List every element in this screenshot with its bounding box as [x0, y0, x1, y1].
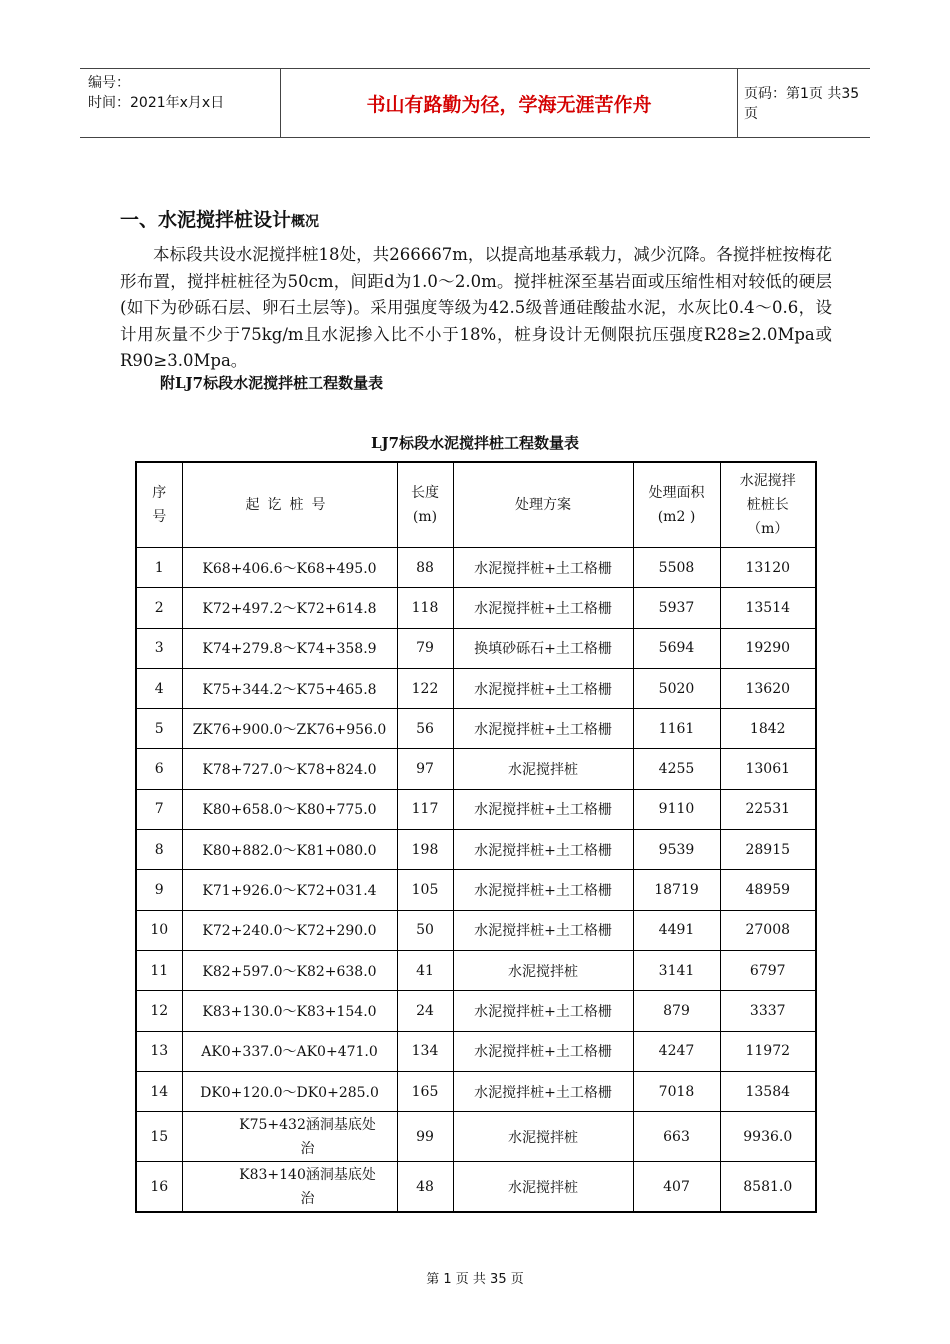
table-row: [136, 1031, 816, 1071]
cell-pile-length: 22531: [720, 789, 816, 829]
cell-station: K80+882.0～K81+080.0: [182, 830, 397, 870]
cell-scheme: 水泥搅拌桩+土工格栅: [453, 789, 633, 829]
cell-seq: 10: [136, 910, 182, 950]
cell-area: 5694: [633, 628, 720, 668]
cell-length: 118: [397, 588, 453, 628]
cell-area: 18719: [633, 870, 720, 910]
cell-pile-length: 3337: [720, 991, 816, 1031]
cell-length: 122: [397, 668, 453, 708]
cell-station: K71+926.0～K72+031.4: [182, 870, 397, 910]
section-heading: [120, 205, 319, 232]
table-row: [136, 1071, 816, 1111]
cell-station: K72+497.2～K72+614.8: [182, 588, 397, 628]
page-footer: 第 1 页 共 35 页: [426, 1272, 524, 1287]
cell-area: 663: [633, 1112, 720, 1162]
cell-station: DK0+120.0～DK0+285.0: [182, 1071, 397, 1111]
cell-station: ZK76+900.0～ZK76+956.0: [182, 709, 397, 749]
cell-seq: 15: [136, 1112, 182, 1162]
cell-area: 3141: [633, 950, 720, 990]
table-row: [136, 1112, 816, 1162]
cell-seq: 8: [136, 830, 182, 870]
cell-pile-length: 9936.0: [720, 1112, 816, 1162]
cell-station: AK0+337.0～AK0+471.0: [182, 1031, 397, 1071]
cell-area: 9539: [633, 830, 720, 870]
col-area-header: 处理面积 (m2 ): [633, 462, 720, 548]
cell-station: K78+727.0～K78+824.0: [182, 749, 397, 789]
section-paragraph: 本标段共设水泥搅拌桩18处，共266667m，以提高地基承载力，减少沉降。各搅拌桩按梅花形布置，搅拌桩桩径为50cm，间距d为1.0～2.0m。搅拌桩深至基岩面或压缩性相对较低的硬层(如下为砂砾石层、卵石土层等)。采用强度等级为42.5级普通硅酸盐水泥，水灰比0.4～0.6，设计用灰量不少于75kg/m且水泥掺入比不小于18%，桩身设计无侧限抗压强度R28≥2.0Mpa或R90≥3.0Mpa。: [120, 245, 832, 370]
cell-area: 4491: [633, 910, 720, 950]
cell-pile-length: 13514: [720, 588, 816, 628]
cell-length: 79: [397, 628, 453, 668]
cell-area: 879: [633, 991, 720, 1031]
cell-length: 134: [397, 1031, 453, 1071]
cell-length: 88: [397, 548, 453, 588]
table-row: [136, 749, 816, 789]
cell-seq: 5: [136, 709, 182, 749]
cell-scheme: 水泥搅拌桩: [453, 749, 633, 789]
cell-scheme: 水泥搅拌桩+土工格栅: [453, 1031, 633, 1071]
col-length-header: 长度 (m): [397, 462, 453, 548]
cell-pile-length: 28915: [720, 830, 816, 870]
table-row: [136, 1162, 816, 1213]
cell-seq: 13: [136, 1031, 182, 1071]
cell-area: 7018: [633, 1071, 720, 1111]
header-time: 时间：2021年x月x日: [88, 95, 225, 111]
table-row: [136, 548, 816, 588]
cell-scheme: 水泥搅拌桩+土工格栅: [453, 1071, 633, 1111]
cell-length: 24: [397, 991, 453, 1031]
header-number: 编号：: [88, 75, 130, 91]
cell-station: K75+432涵洞基底处治: [182, 1112, 397, 1162]
cell-scheme: 水泥搅拌桩: [453, 1162, 633, 1213]
cell-length: 99: [397, 1112, 453, 1162]
cell-pile-length: 11972: [720, 1031, 816, 1071]
page-header: [80, 68, 870, 138]
cell-pile-length: 13584: [720, 1071, 816, 1111]
cell-length: 105: [397, 870, 453, 910]
cell-scheme: 水泥搅拌桩: [453, 1112, 633, 1162]
cell-station: K75+344.2～K75+465.8: [182, 668, 397, 708]
cell-station: K68+406.6～K68+495.0: [182, 548, 397, 588]
cell-length: 97: [397, 749, 453, 789]
quantity-table: [135, 461, 817, 1213]
cell-seq: 9: [136, 870, 182, 910]
cell-seq: 16: [136, 1162, 182, 1213]
cell-length: 165: [397, 1071, 453, 1111]
cell-scheme: 水泥搅拌桩+土工格栅: [453, 588, 633, 628]
table-row: [136, 991, 816, 1031]
table-row: [136, 830, 816, 870]
cell-area: 1161: [633, 709, 720, 749]
cell-seq: 6: [136, 749, 182, 789]
table-header-row: [136, 462, 816, 548]
cell-area: 407: [633, 1162, 720, 1213]
cell-pile-length: 1842: [720, 709, 816, 749]
cell-scheme: 水泥搅拌桩+土工格栅: [453, 668, 633, 708]
section-heading-small: 概况: [291, 214, 320, 230]
table-row: [136, 870, 816, 910]
cell-seq: 7: [136, 789, 182, 829]
table-row: [136, 668, 816, 708]
cell-scheme: 水泥搅拌桩+土工格栅: [453, 548, 633, 588]
cell-station: K83+140涵洞基底处治: [182, 1162, 397, 1213]
cell-pile-length: 19290: [720, 628, 816, 668]
cell-station: K82+597.0～K82+638.0: [182, 950, 397, 990]
cell-length: 48: [397, 1162, 453, 1213]
cell-scheme: 水泥搅拌桩+土工格栅: [453, 830, 633, 870]
header-meta: [80, 69, 280, 137]
table-body: [136, 548, 816, 1213]
cell-station: K72+240.0～K72+290.0: [182, 910, 397, 950]
cell-seq: 14: [136, 1071, 182, 1111]
cell-seq: 3: [136, 628, 182, 668]
section-heading-main: 一、水泥搅拌桩设计: [120, 209, 292, 231]
cell-seq: 2: [136, 588, 182, 628]
cell-pile-length: 6797: [720, 950, 816, 990]
cell-area: 5020: [633, 668, 720, 708]
cell-scheme: 水泥搅拌桩+土工格栅: [453, 910, 633, 950]
col-station-header: 起讫桩号: [182, 462, 397, 548]
cell-seq: 12: [136, 991, 182, 1031]
cell-pile-length: 13620: [720, 668, 816, 708]
cell-length: 198: [397, 830, 453, 870]
col-scheme-header: 处理方案: [453, 462, 633, 548]
header-motto: 书山有路勤为径，学海无涯苦作舟: [280, 69, 738, 137]
cell-pile-length: 27008: [720, 910, 816, 950]
cell-station: K83+130.0～K83+154.0: [182, 991, 397, 1031]
table-row: [136, 628, 816, 668]
cell-area: 9110: [633, 789, 720, 829]
cell-seq: 4: [136, 668, 182, 708]
cell-length: 50: [397, 910, 453, 950]
table-row: [136, 588, 816, 628]
cell-pile-length: 8581.0: [720, 1162, 816, 1213]
cell-length: 56: [397, 709, 453, 749]
table-row: [136, 950, 816, 990]
cell-area: 5937: [633, 588, 720, 628]
cell-length: 117: [397, 789, 453, 829]
header-page-code: 页码：第1页 共35页: [744, 86, 860, 122]
cell-scheme: 水泥搅拌桩+土工格栅: [453, 870, 633, 910]
cell-seq: 11: [136, 950, 182, 990]
col-seq-header: 序 号: [136, 462, 182, 548]
cell-station: K74+279.8～K74+358.9: [182, 628, 397, 668]
cell-scheme: 水泥搅拌桩+土工格栅: [453, 709, 633, 749]
cell-pile-length: 13120: [720, 548, 816, 588]
cell-area: 4255: [633, 749, 720, 789]
table-row: [136, 789, 816, 829]
attachment-note: 附LJ7标段水泥搅拌桩工程数量表: [160, 374, 384, 392]
cell-scheme: 水泥搅拌桩: [453, 950, 633, 990]
cell-pile-length: 13061: [720, 749, 816, 789]
cell-station: K80+658.0～K80+775.0: [182, 789, 397, 829]
cell-length: 41: [397, 950, 453, 990]
cell-area: 4247: [633, 1031, 720, 1071]
cell-scheme: 换填砂砾石+土工格栅: [453, 628, 633, 668]
cell-pile-length: 48959: [720, 870, 816, 910]
table-row: [136, 709, 816, 749]
cell-scheme: 水泥搅拌桩+土工格栅: [453, 991, 633, 1031]
cell-seq: 1: [136, 548, 182, 588]
table-row: [136, 910, 816, 950]
table-caption: LJ7标段水泥搅拌桩工程数量表: [370, 434, 580, 452]
col-pile-header: 水泥搅拌 桩桩长 （m）: [720, 462, 816, 548]
cell-area: 5508: [633, 548, 720, 588]
